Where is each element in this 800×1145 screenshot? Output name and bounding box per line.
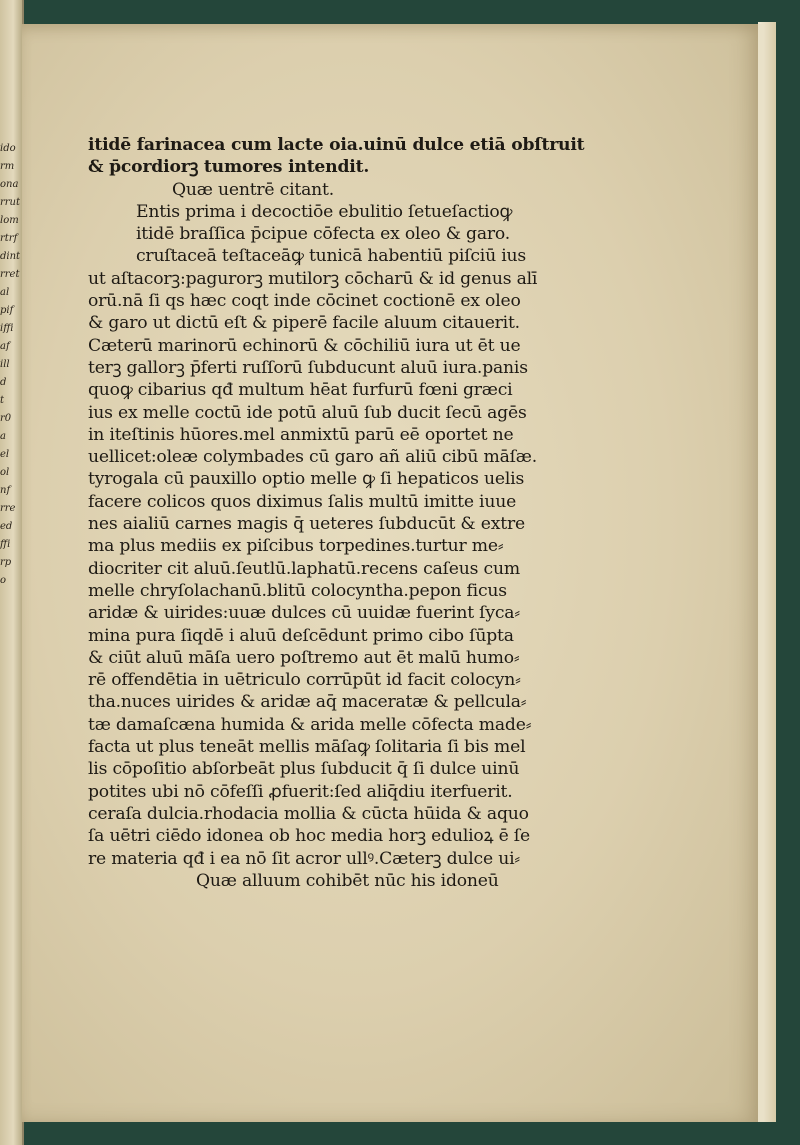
text-line: facta ut plus teneāt mellis māſaꝙ ſolitaria ſi bis mel xyxy=(88,737,526,758)
text-line: ma plus mediis ex piſcibus torpedines.turtur me⸗ xyxy=(88,536,504,557)
section-heading: Quæ uentrē citant. xyxy=(172,179,334,200)
margin-fragment: t xyxy=(0,395,5,406)
text-line: itidē farinacea cum lacte oia.uinū dulce etiā obſtruit xyxy=(88,135,585,155)
margin-fragment: d xyxy=(0,377,7,388)
text-line: cruſtaceā teſtaceāꝙ tunicā habentiū piſciū ius xyxy=(136,246,527,267)
text-line: & p̄cordiorꝫ tumores intendit. xyxy=(88,157,370,178)
text-line: re materia qđ i ea nō ſit acror ullꝰ.Cæterꝫ dulce ui⸗ xyxy=(88,848,520,869)
text-line: Entis prima i decoctiōe ebulitio ſetueſactioꝙ xyxy=(136,201,513,222)
text-line: melle chryſolachanū.blitū colocyntha.pepon ficus xyxy=(88,580,507,601)
text-line: tyrogala cū pauxillo optio melle ꝙ ſi hepaticos uelis xyxy=(88,469,525,490)
text-line: uellicet:oleæ colymbades cū garo añ aliū cibū māſæ. xyxy=(88,447,538,468)
margin-fragment: ffi xyxy=(0,539,11,550)
text-line: facere colicos quos diximus ſalis multū imitte iuue xyxy=(88,491,517,512)
margin-fragment: rtrf xyxy=(0,233,18,244)
margin-fragment: rret xyxy=(0,269,20,280)
text-line: nes aialiū carnes magis q̄ ueteres ſubducūt & extre xyxy=(88,514,525,535)
margin-fragment: ona xyxy=(0,179,19,190)
text-line: & garo ut dictū eſt & piperē facile aluum citauerit. xyxy=(88,313,520,334)
book-page xyxy=(22,24,764,1122)
margin-fragment: ed xyxy=(0,521,13,532)
text-line: terꝫ gallorꝫ p̄ferti ruſſorū ſubducunt aluū iura.panis xyxy=(88,357,528,378)
margin-fragment: rp xyxy=(0,557,12,568)
text-line: potites ubi nō cōfeſſi ꝓfuerit:ſed aliq̄diu iterfuerit. xyxy=(88,781,513,802)
margin-fragment: ill xyxy=(0,359,10,370)
text-line: mina pura ſiqdē i aluū deſcēdunt primo cibo ſūpta xyxy=(88,625,514,646)
text-line: lis cōpoſitio abſorbeāt plus ſubducit q̄ ſi dulce uinū xyxy=(88,759,520,780)
text-line: orū.nā ſi qs hæc coqt inde cōcinet coctionē ex oleo xyxy=(88,291,521,312)
text-line: ius ex melle coctū ide potū aluū ſub ducit ſecū agēs xyxy=(88,402,527,423)
margin-fragment: o xyxy=(0,575,7,586)
margin-fragment: el xyxy=(0,449,10,460)
text-line: & ciūt aluū māſa uero poſtremo aut ēt malū humo⸗ xyxy=(88,647,520,668)
margin-fragment: iffi xyxy=(0,323,14,334)
text-line: ceraſa dulcia.rhodacia mollia & cūcta hūida & aquo xyxy=(88,803,529,824)
text-line: in iteſtinis hūores.mel anmixtū parū eē oportet ne xyxy=(88,424,514,445)
margin-fragment: pif xyxy=(0,305,14,316)
text-line: ut aſtacorꝫ:pagurorꝫ mutilorꝫ cōcharū & id genus alī xyxy=(88,268,538,289)
text-line: rē offendētia in uētriculo corrūpūt id facit colocyn⸗ xyxy=(88,670,521,691)
margin-fragment: lom xyxy=(0,215,19,226)
margin-text-fragments xyxy=(0,140,21,590)
text-line: diocriter cit aluū.ſeutlū.laphatū.recens caſeus cum xyxy=(88,558,520,579)
margin-fragment: ido xyxy=(0,143,16,154)
margin-fragment: rre xyxy=(0,503,16,514)
margin-fragment: ol xyxy=(0,467,10,478)
text-line: aridæ & uirides:uuæ dulces cū uuidæ fuerint ſyca⸗ xyxy=(88,603,520,624)
text-line: quoꝙ cibarius qđ multum hēat furfurū fœni græci xyxy=(88,380,513,401)
text-line: itidē braſſica p̄cipue cōfecta ex oleo & garo. xyxy=(136,224,511,245)
margin-fragment: al xyxy=(0,287,10,298)
margin-fragment: a xyxy=(0,431,6,442)
section-heading: Quæ alluum cohibēt nūc his idoneū xyxy=(196,870,499,891)
text-line: tæ damaſcæna humida & arida melle cōfecta made⸗ xyxy=(88,714,532,735)
margin-fragment: rm xyxy=(0,161,15,172)
text-block xyxy=(88,134,588,892)
margin-fragment: nf xyxy=(0,485,11,496)
margin-fragment: r0 xyxy=(0,413,12,424)
margin-fragment: dint xyxy=(0,251,21,262)
text-line: ſa uētri ciēdo idonea ob hoc media horꝫ edulioꝝ ē ſe xyxy=(88,826,530,847)
margin-fragment: af xyxy=(0,341,10,352)
margin-fragment: rrut xyxy=(0,197,21,208)
text-line: tha.nuces uirides & aridæ aq̄ maceratæ & pellcula⸗ xyxy=(88,692,527,713)
text-line: Cæterū marinorū echinorū & cōchiliū iura ut ēt ue xyxy=(88,335,521,356)
